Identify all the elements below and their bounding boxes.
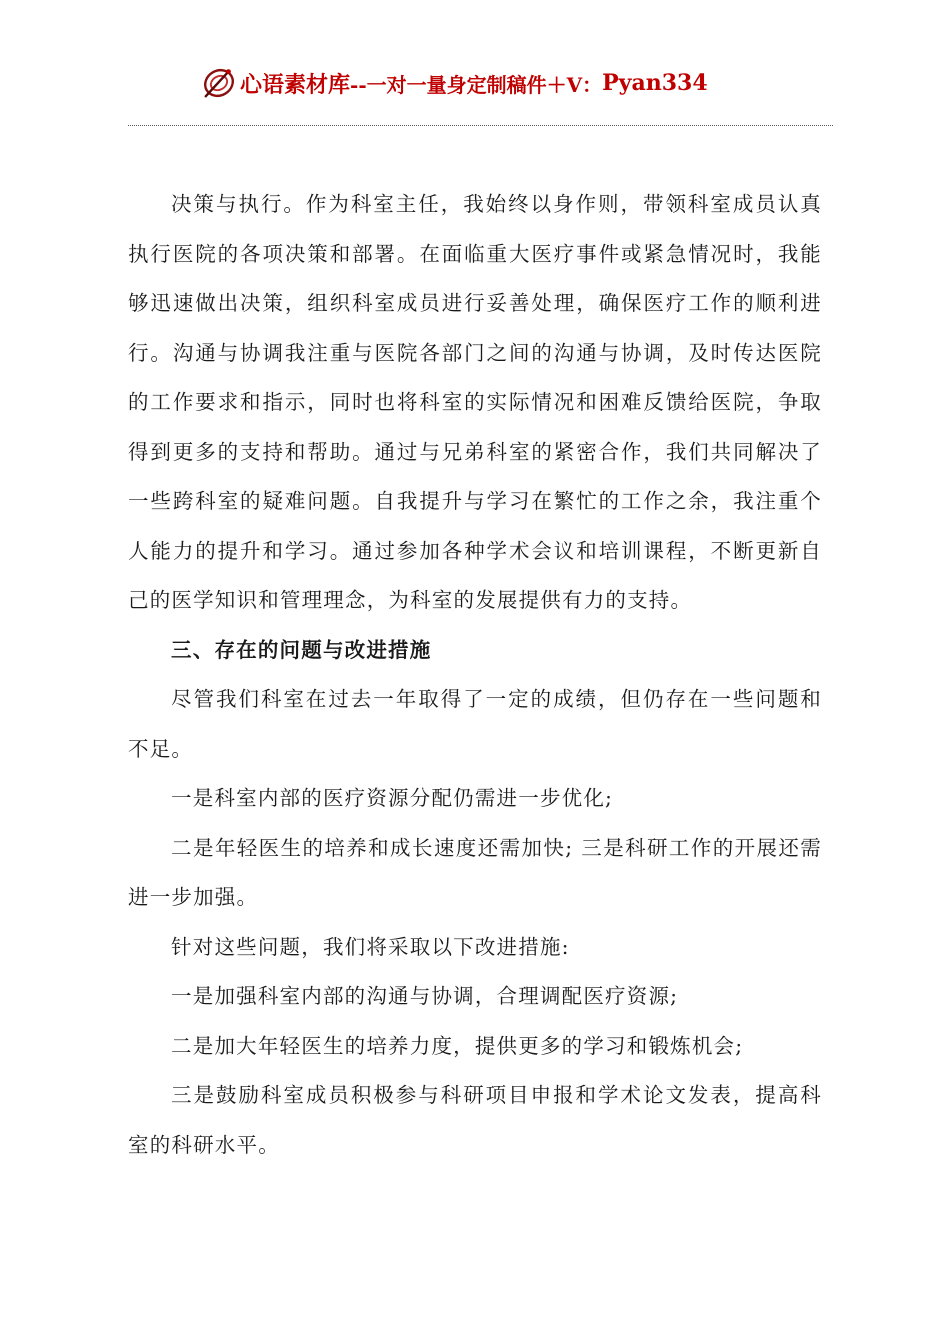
paragraph: 三是鼓励科室成员积极参与科研项目申报和学术论文发表，提高科室的科研水平。 [128,1083,822,1157]
document-body [128,180,822,1170]
paragraph: 尽管我们科室在过去一年取得了一定的成绩，但仍存在一些问题和不足。 [128,687,822,761]
paragraph: 二是加大年轻医生的培养力度，提供更多的学习和锻炼机会; [171,1033,744,1058]
paragraph: 针对这些问题，我们将采取以下改进措施: [171,934,570,959]
paragraph: 一是加强科室内部的沟通与协调，合理调配医疗资源; [171,984,679,1008]
paragraph: 二是年轻医生的培养和成长速度还需加快; 三是科研工作的开展还需进一步加强。 [128,835,822,909]
header-contact: Pyan334 [602,70,708,96]
logo-icon [200,64,238,102]
header-brand: 心语素材库 [240,71,351,98]
paragraph: 决策与执行。作为科室主任，我始终以身作则，带领科室成员认真执行医院的各项决策和部署。在面临重大医疗事件或紧急情况时，我能够迅速做出决策，组织科室成员进行妥善处理，确保医疗工作的顺利进行。沟通与协调我注重与医院各部门之间的沟通与协调，及时传达医院的工作要求和指示，同时也将科室的实际情况和困难反馈给医院，争取得到更多的支持和帮助。通过与兄弟科室的紧密合作，我们共同解决了一些跨科室的疑难问题。自我提升与学习在繁忙的工作之余，我注重个人能力的提升和学习。通过参加各种学术会议和培训课程，不断更新自己的医学知识和管理理念，为科室的发展提供有力的支持。 [128,192,822,612]
page-header [200,60,760,106]
header-tagline: --一对一量身定制稿件＋V： [350,72,603,97]
paragraph: 一是科室内部的医疗资源分配仍需进一步优化; [171,786,614,810]
section-heading: 三、存在的问题与改进措施 [171,637,432,662]
header-divider [128,125,833,126]
